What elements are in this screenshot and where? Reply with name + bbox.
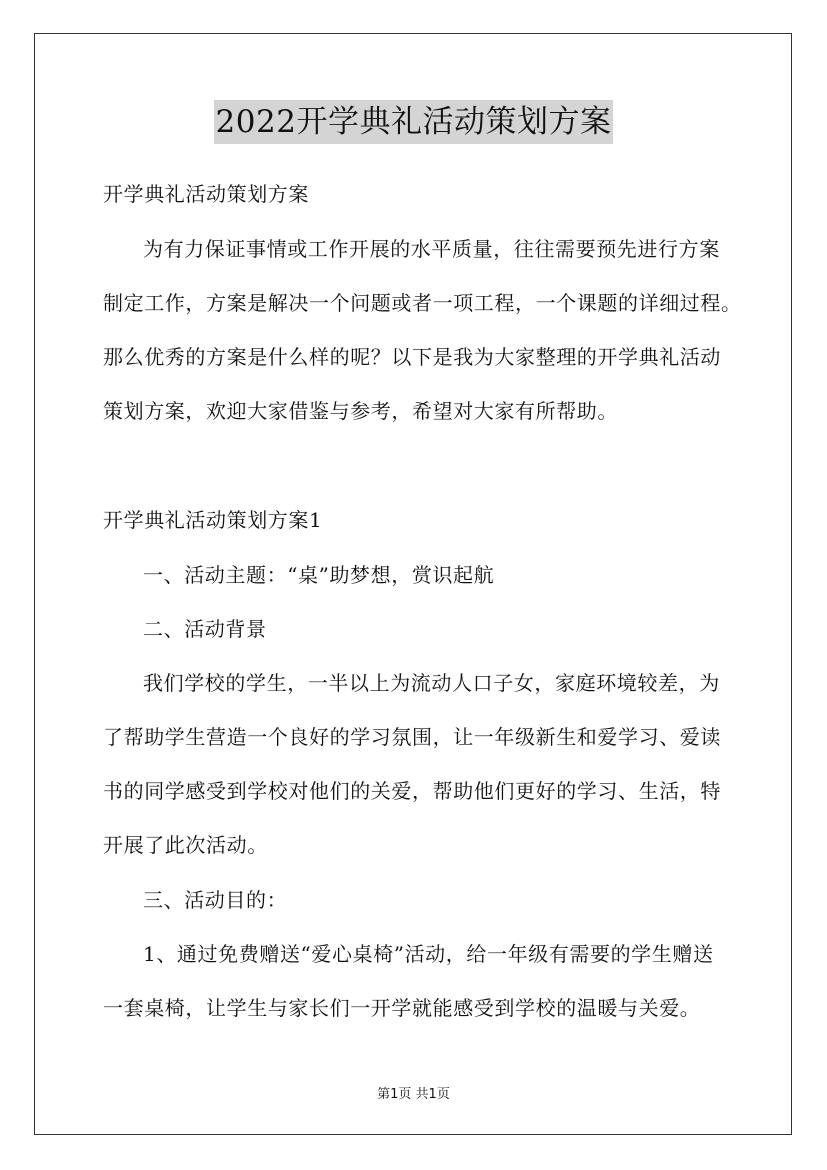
title-container: [0, 100, 827, 144]
background-line-3: 书的同学感受到学校对他们的关爱，帮助他们更好的学习、生活，特: [103, 779, 721, 803]
purpose-line-2: 一套桌椅，让学生与家长们一开学就能感受到学校的温暖与关爱。: [103, 996, 701, 1020]
page-footer: 第1页 共1页: [377, 1087, 450, 1102]
heading-theme: 一、活动主题：“桌”助梦想，赏识起航: [143, 563, 495, 587]
subtitle: 开学典礼活动策划方案: [103, 182, 309, 206]
background-line-4: 开展了此次活动。: [103, 833, 268, 857]
intro-line-4: 策划方案，欢迎大家借鉴与参考，希望对大家有所帮助。: [103, 399, 618, 423]
document-title: 2022开学典礼活动策划方案: [214, 100, 614, 144]
intro-line-1: 为有力保证事情或工作开展的水平质量，往往需要预先进行方案: [143, 237, 720, 261]
intro-line-2: 制定工作，方案是解决一个问题或者一项工程，一个课题的详细过程。: [103, 291, 742, 315]
purpose-line-1: 1、通过免费赠送“爱心桌椅”活动，给一年级有需要的学生赠送: [143, 942, 714, 966]
background-line-2: 了帮助学生营造一个良好的学习氛围，让一年级新生和爱学习、爱读: [103, 725, 721, 749]
heading-background: 二、活动背景: [143, 617, 267, 641]
heading-purpose: 三、活动目的：: [143, 888, 288, 912]
intro-line-3: 那么优秀的方案是什么样的呢？以下是我为大家整理的开学典礼活动: [103, 345, 721, 369]
section-title: 开学典礼活动策划方案1: [103, 508, 323, 532]
background-line-1: 我们学校的学生，一半以上为流动人口子女，家庭环境较差，为: [143, 671, 720, 695]
